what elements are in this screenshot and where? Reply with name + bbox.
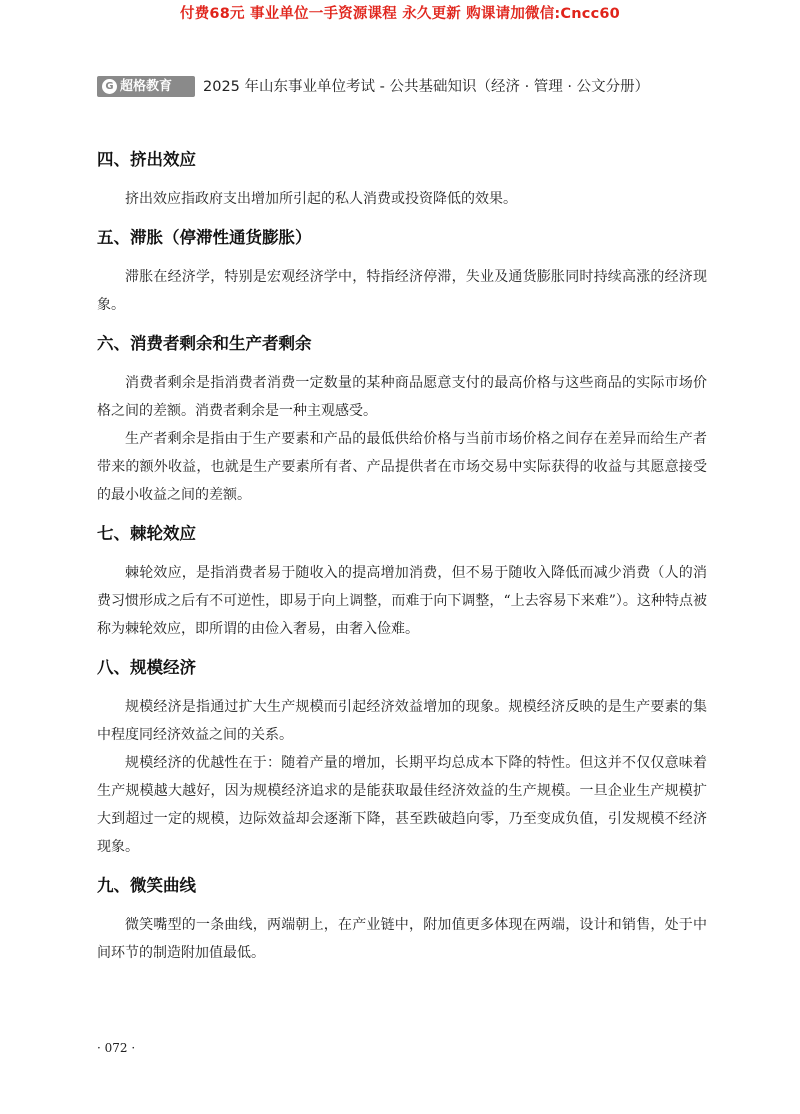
paragraph: 滞胀在经济学，特别是宏观经济学中，特指经济停滞，失业及通货膨胀同时持续高涨的经济现象。 [97,269,707,313]
section-heading: 四、挤出效应 [97,150,196,169]
logo-text: 超格教育 [120,79,173,94]
paragraph: 棘轮效应，是指消费者易于随收入的提高增加消费，但不易于随收入降低而减少消费（人的消费习惯形成之后有不可逆性，即易于向上调整，而难于向下调整，“上去容易下来难”）。这种特点被称为棘轮效应，即所谓的由俭入奢易，由奢入俭难。 [97,565,707,637]
paragraph: 微笑嘴型的一条曲线，两端朝上，在产业链中，附加值更多体现在两端，设计和销售，处于中间环节的制造附加值最低。 [97,917,707,961]
section-heading: 六、消费者剩余和生产者剩余 [97,334,312,353]
logo-mark-icon: G [102,79,117,94]
section-heading: 五、滞胀（停滞性通货膨胀） [97,228,312,247]
publisher-logo [97,76,195,97]
section-heading: 八、规模经济 [97,658,196,677]
paragraph: 规模经济是指通过扩大生产规模而引起经济效益增加的现象。规模经济反映的是生产要素的集中程度同经济效益之间的关系。 [97,699,707,743]
paragraph: 挤出效应指政府支出增加所引起的私人消费或投资降低的效果。 [125,191,517,207]
paragraph: 生产者剩余是指由于生产要素和产品的最低供给价格与当前市场价格之间存在差异而给生产者带来的额外收益，也就是生产要素所有者、产品提供者在市场交易中实际获得的收益与其愿意接受的最小收益之间的差额。 [97,431,707,503]
paragraph: 规模经济的优越性在于：随着产量的增加，长期平均总成本下降的特性。但这并不仅仅意味着生产规模越大越好，因为规模经济追求的是能获取最佳经济效益的生产规模。一旦企业生产规模扩大到超过一定的规模，边际效益却会逐渐下降，甚至跌破趋向零，乃至变成负值，引发规模不经济现象。 [97,755,707,855]
watermark-banner: 付费68元 事业单位一手资源课程 永久更新 购课请加微信:Cncc60 [180,6,620,22]
header-title: 2025 年山东事业单位考试 - 公共基础知识（经济 · 管理 · 公文分册） [203,79,650,95]
section-heading: 七、棘轮效应 [97,524,196,543]
paragraph: 消费者剩余是指消费者消费一定数量的某种商品愿意支付的最高价格与这些商品的实际市场价格之间的差额。消费者剩余是一种主观感受。 [97,375,707,419]
page-header [97,76,717,98]
section-heading: 九、微笑曲线 [97,876,196,895]
document-body [97,148,707,967]
page-number: · 072 · [97,1041,136,1055]
